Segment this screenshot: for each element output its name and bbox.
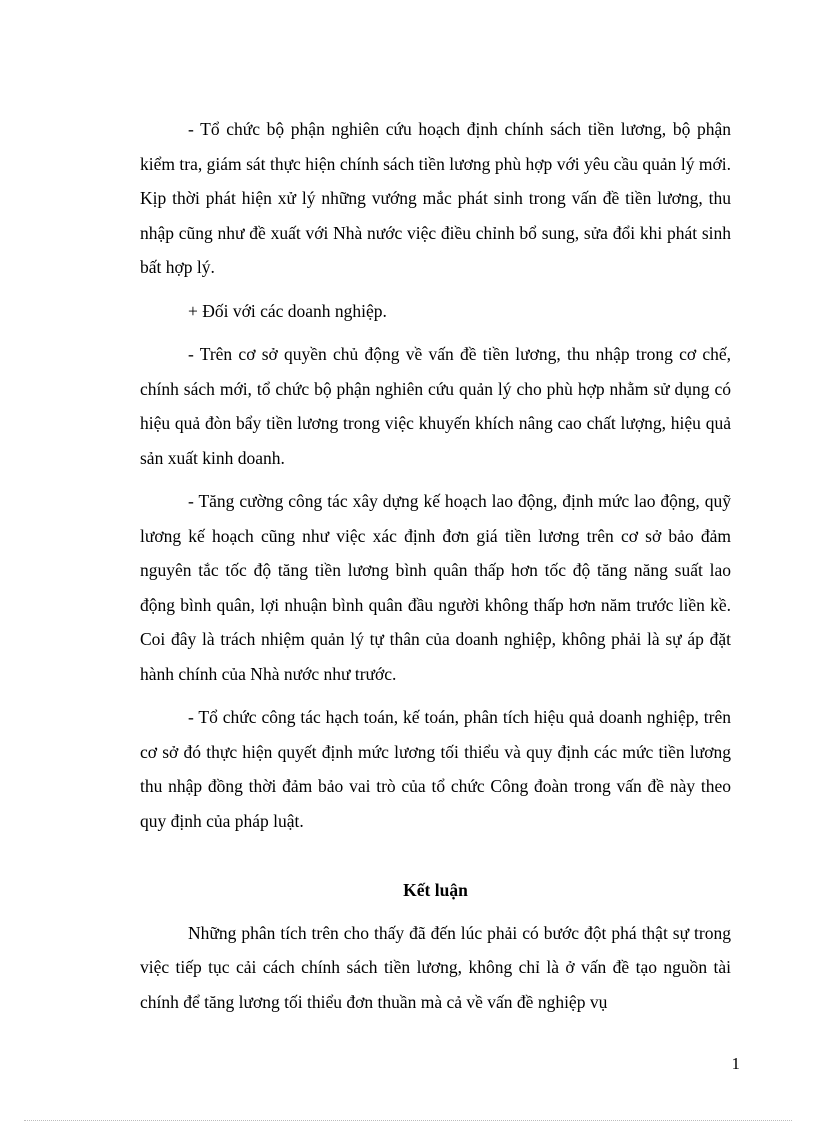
- paragraph-policy-research: - Tổ chức bộ phận nghiên cứu hoạch định chính sách tiền lương, bộ phận kiểm tra, giám sát thực hiện chính sách tiền lương phù hợp với yêu cầu quản lý mới. Kịp thời phát hiện xử lý những vướng mắc phát sinh trong vấn đề tiền lương, thu nhập cũng như đề xuất với Nhà nước việc điều chỉnh bổ sung, sửa đổi khi phát sinh bất hợp lý.: [140, 119, 731, 277]
- paragraph-accounting: - Tổ chức công tác hạch toán, kế toán, phân tích hiệu quả doanh nghiệp, trên cơ sở đó thực hiện quyết định mức lương tối thiểu và quy định các mức tiền lương thu nhập đồng thời đảm bảo vai trò của tổ chức Công đoàn trong vấn đề này theo quy định của pháp luật.: [140, 707, 731, 831]
- page-bottom-divider: [24, 1120, 792, 1121]
- paragraph-enterprises-heading: + Đối với các doanh nghiệp.: [188, 300, 387, 321]
- document-body: [140, 112, 731, 1028]
- page-number: 1: [731, 1054, 740, 1073]
- paragraph-labor-planning: - Tăng cường công tác xây dựng kế hoạch lao động, định mức lao động, quỹ lương kế hoạch cũng như việc xác định đơn giá tiền lương trên cơ sở bảo đảm nguyên tắc tốc độ tăng tiền lương bình quân thấp hơn tốc độ tăng năng suất lao động bình quân, lợi nhuận bình quân đầu người không thấp hơn năm trước liền kề. Coi đây là trách nhiệm quản lý tự thân của doanh nghiệp, không phải là sự áp đặt hành chính của Nhà nước như trước.: [140, 491, 731, 684]
- conclusion-paragraph: Những phân tích trên cho thấy đã đến lúc phải có bước đột phá thật sự trong việc tiếp tục cải cách chính sách tiền lương, không chỉ là ở vấn đề tạo nguồn tài chính để tăng lương tối thiểu đơn thuần mà cả về vấn đề nghiệp vụ: [140, 922, 731, 1012]
- paragraph-enterprise-autonomy: - Trên cơ sở quyền chủ động về vấn đề tiền lương, thu nhập trong cơ chế, chính sách mới, tổ chức bộ phận nghiên cứu quản lý cho phù hợp nhằm sử dụng có hiệu quả đòn bẩy tiền lương trong việc khuyến khích nâng cao chất lượng, hiệu quả sản xuất kinh doanh.: [140, 344, 731, 468]
- conclusion-heading: Kết luận: [403, 880, 468, 900]
